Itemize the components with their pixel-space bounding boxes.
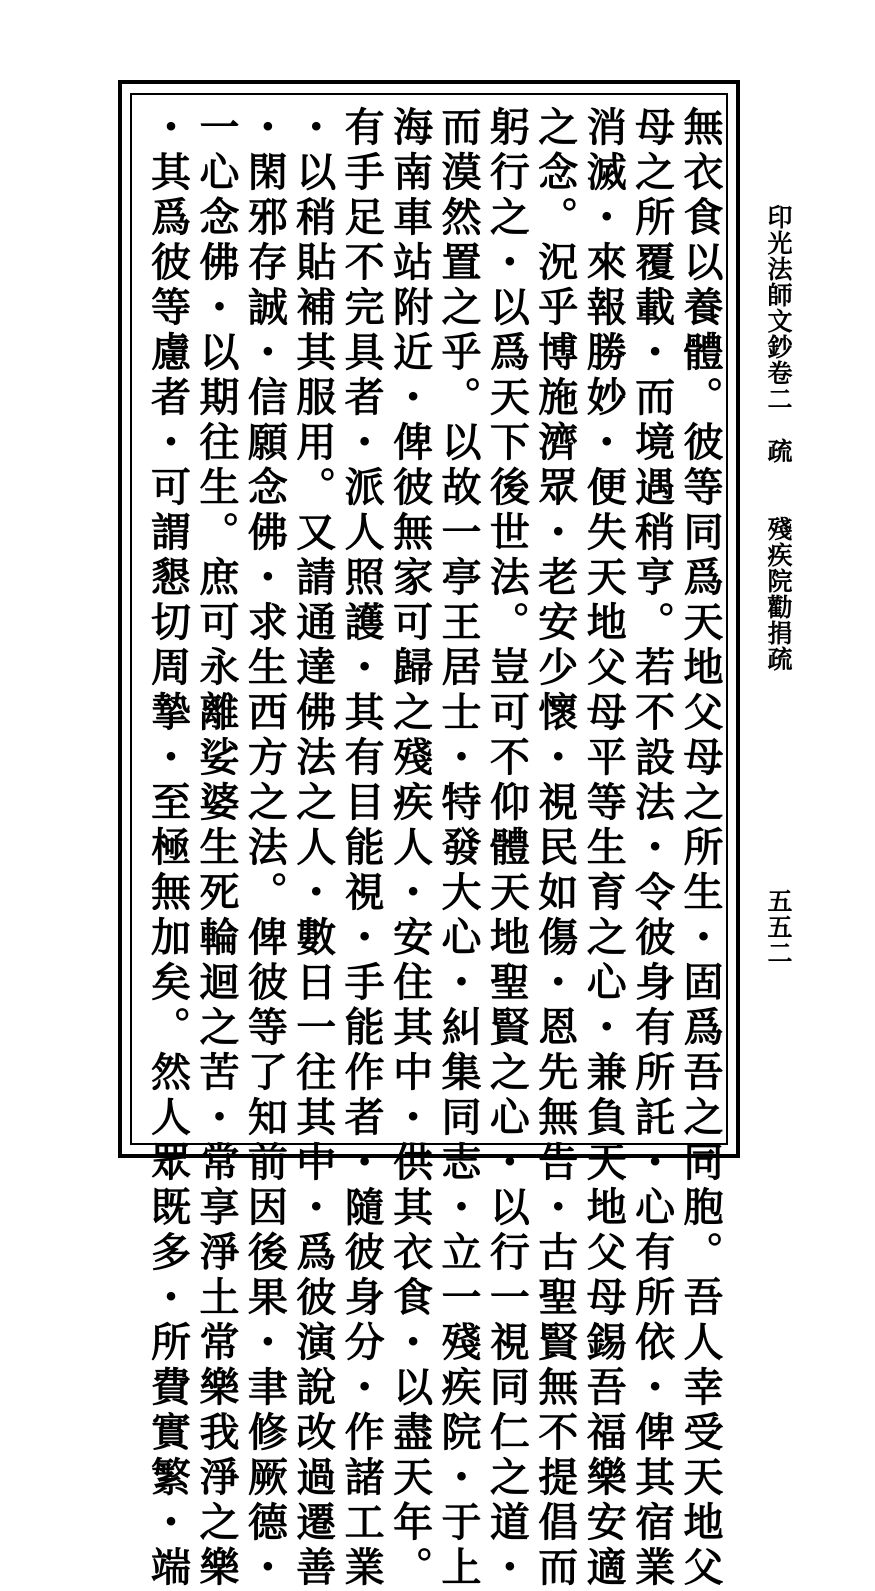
text-column: 消滅・來報勝妙・便失天地父母平等生育之心・兼負天地父母錫吾福樂安適 — [580, 106, 628, 1591]
text-column: ・閑邪存誠・信願念佛・求生西方之法。俾彼等了知前因後果・聿修厥德・ — [241, 106, 289, 1591]
running-head: 印光法師文鈔卷二 疏 殘疾院勸捐疏 — [764, 204, 793, 672]
text-column: ・其爲彼等慮者・可謂懇切周摯・至極無加矣。然人眾既多・所費實繁・端 — [144, 106, 192, 1591]
text-column: 一心念佛・以期往生。庶可永離娑婆生死輪迴之苦・常享淨土常樂我淨之樂 — [192, 106, 240, 1591]
text-column: 躬行之・以爲天下後世法。豈可不仰體天地聖賢之心・以行一視同仁之道・ — [483, 106, 531, 1591]
text-column: 無衣食以養體。彼等同爲天地父母之所生・固爲吾之同胞。吾人幸受天地父 — [677, 106, 724, 1591]
text-column: ・以稍貼補其服用。又請通達佛法之人・數日一往其中・爲彼演說改過遷善 — [289, 106, 337, 1591]
text-column: 之念。況乎博施濟眾・老安少懷・視民如傷・恩先無告・古聖賢無不提倡而 — [531, 106, 579, 1591]
text-column: 而漠然置之乎。以故一亭王居士・特發大心・糾集同志・立一殘疾院・于上 — [434, 106, 482, 1591]
body-text — [136, 106, 724, 1591]
text-column: 海南車站附近・俾彼無家可歸之殘疾人・安住其中・供其衣食・以盡天年。 — [386, 106, 434, 1591]
text-column: 母之所覆載・而境遇稍亨。若不設法・令彼身有所託・心有所依・俾其宿業 — [628, 106, 676, 1591]
text-column: 有手足不完具者・派人照護・其有目能視・手能作者・隨彼身分・作諸工業 — [338, 106, 386, 1591]
page-number: 五五二 — [764, 888, 793, 966]
